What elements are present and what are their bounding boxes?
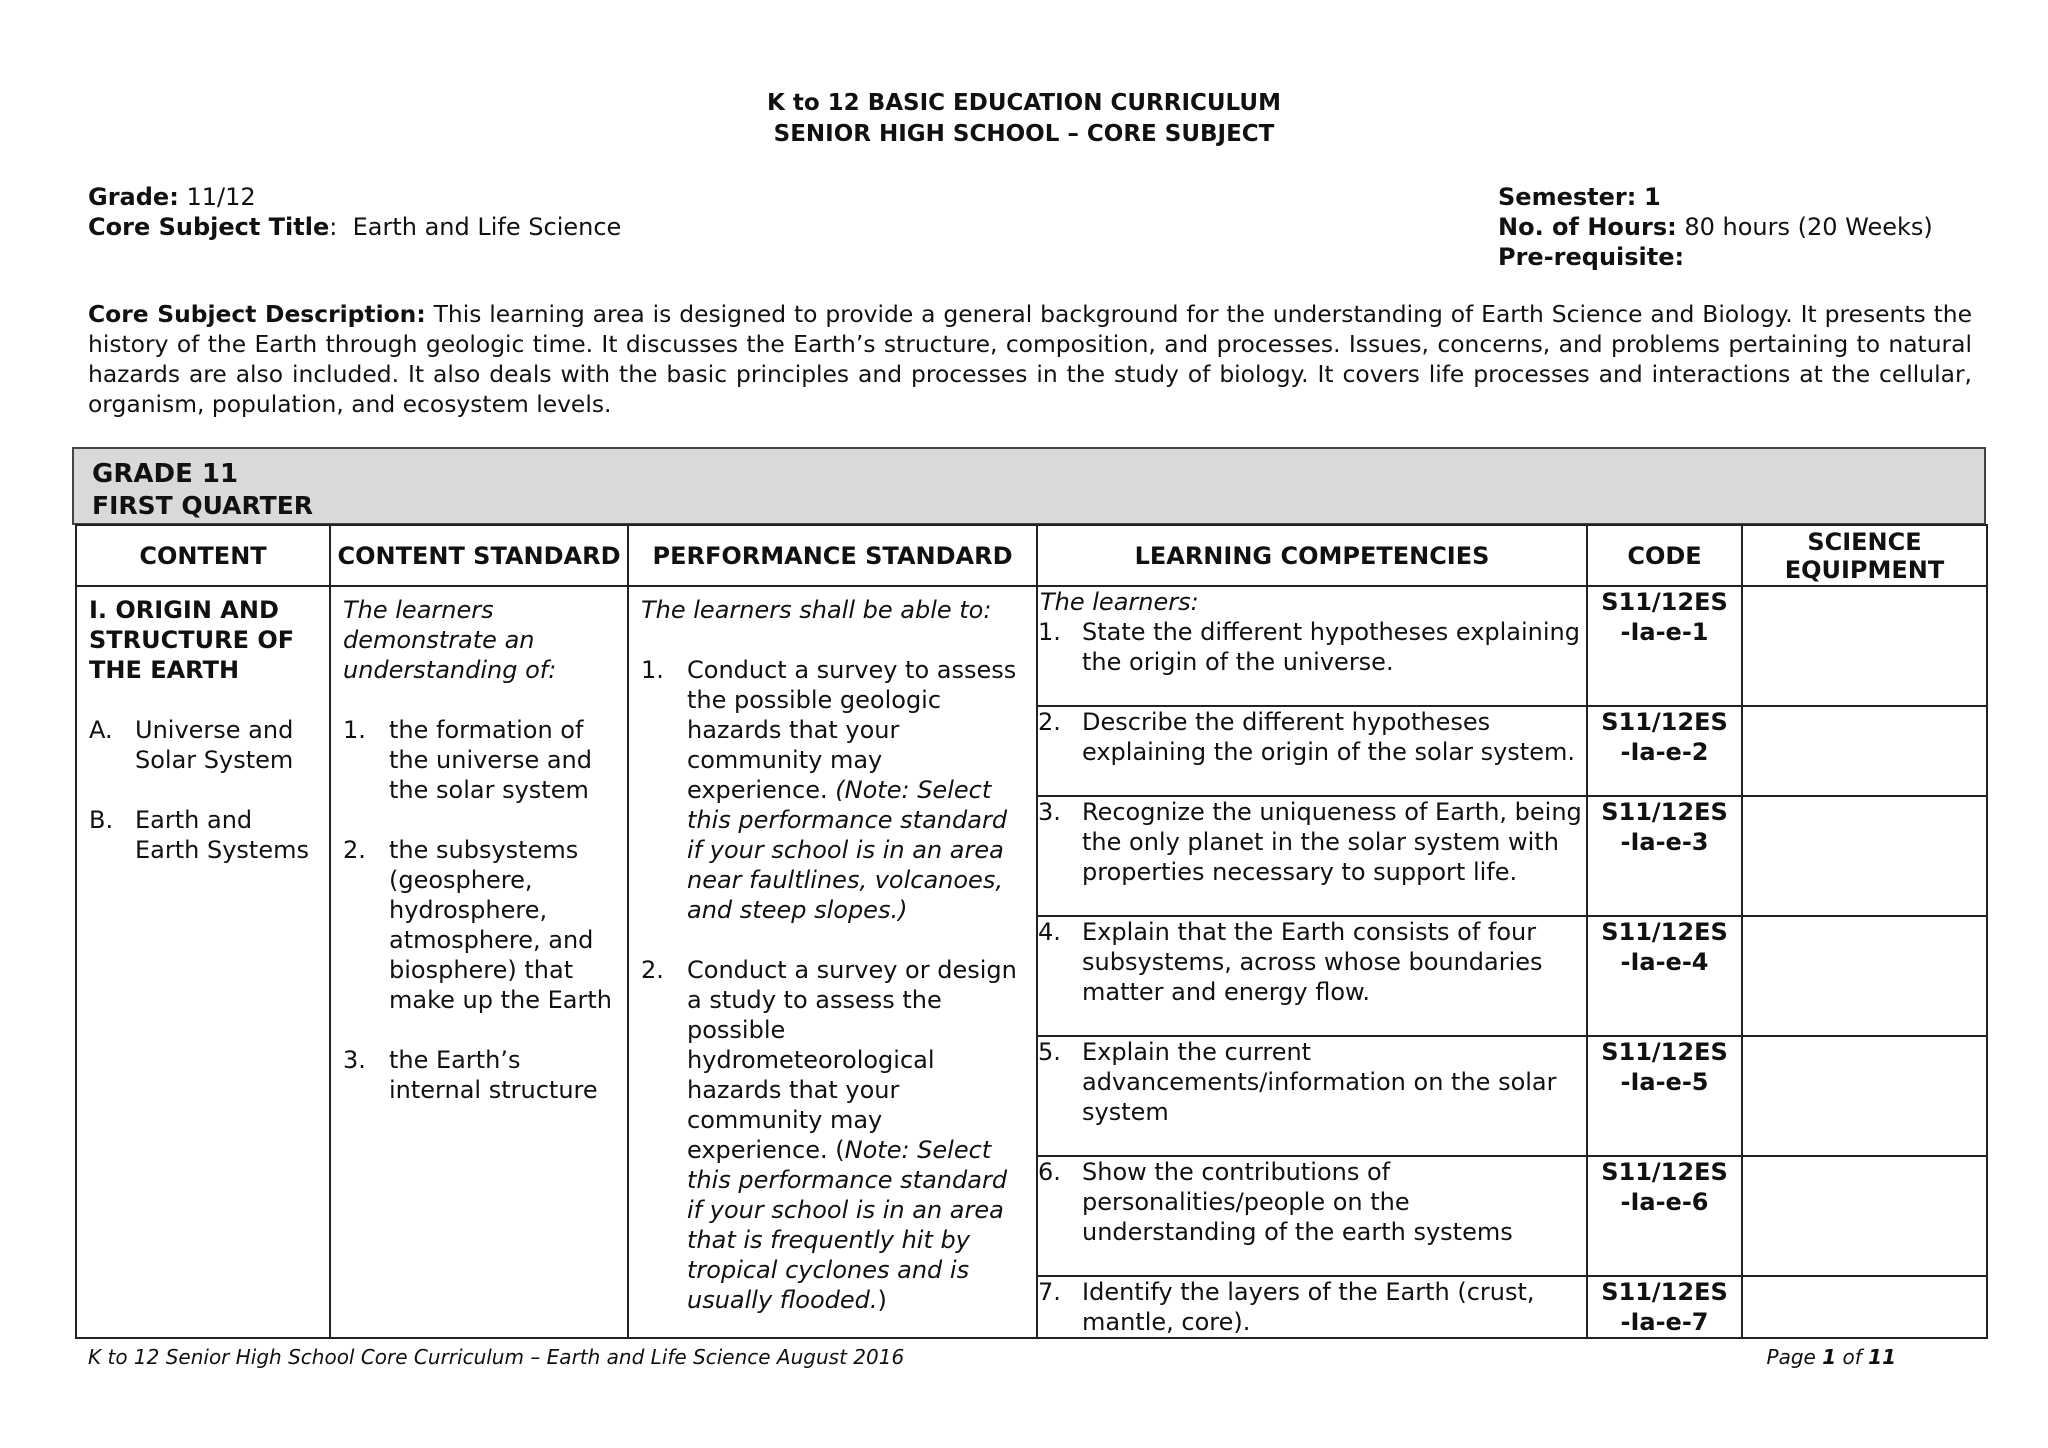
competency-cell	[1037, 1036, 1587, 1156]
list-item: 3. the Earth’s internal structure	[343, 1046, 598, 1104]
competencies-intro: The learners:	[1040, 588, 1199, 616]
page-number: Page 1 of 11	[1766, 1345, 1896, 1369]
grade-quarter-bar	[72, 447, 1986, 525]
semester-value: 1	[1643, 183, 1661, 211]
list-item: 7. Identify the layers of the Earth (crust, mantle, core).	[1038, 1278, 1535, 1336]
equipment-cell	[1742, 1156, 1987, 1276]
content-standard-cell	[330, 586, 628, 1338]
meta-right	[1498, 182, 1933, 272]
hours-value: 80 hours (20 Weeks)	[1684, 213, 1933, 241]
description-label: Core Subject Description:	[88, 300, 426, 328]
list-item: 5. Explain the current advancements/information on the solar system	[1038, 1038, 1557, 1126]
list-item: 2. Describe the different hypotheses explaining the origin of the solar system.	[1038, 708, 1575, 766]
performance-standard-intro: The learners shall be able to:	[641, 596, 992, 624]
header-content: CONTENT	[76, 525, 330, 586]
header-performance-standard: PERFORMANCE STANDARD	[628, 525, 1037, 586]
subject-value: Earth and Life Science	[352, 213, 622, 241]
performance-standard-list	[641, 655, 1024, 1315]
equipment-cell	[1742, 1036, 1987, 1156]
list-item: 2. the subsystems (geosphere, hydrosphere, atmosphere, and biosphere) that make up the Earth	[343, 836, 612, 1014]
grade-heading: GRADE 11	[92, 459, 239, 489]
semester-label: Semester:	[1498, 183, 1637, 211]
competency-cell	[1037, 1276, 1587, 1338]
table-row	[76, 586, 1987, 706]
list-item: 3. Recognize the uniqueness of Earth, being the only planet in the solar system with properties necessary to support life.	[1038, 798, 1582, 886]
code-cell: S11/12ES -Ia-e-3	[1587, 796, 1742, 916]
code-cell: S11/12ES -Ia-e-2	[1587, 706, 1742, 796]
equipment-cell	[1742, 1276, 1987, 1338]
content-title: I. ORIGIN AND STRUCTURE OF THE EARTH	[89, 596, 295, 684]
hours-label: No. of Hours:	[1498, 213, 1677, 241]
competency-cell	[1037, 916, 1587, 1036]
list-item: 1. State the different hypotheses explaining the origin of the universe.	[1038, 618, 1580, 676]
description-text: This learning area is designed to provide a general background for the understanding of Earth Science and Biology. It presents the history of the Earth through geologic time. It discusses the Earth’s structure, composition, and processes. Issues, concerns, and problems pertaining to natural hazards are also included. It also deals with the basic principles and processes in the study of biology. It covers life processes and interactions at the cellular, organism, population, and ecosystem levels.	[88, 300, 1972, 418]
content-list	[89, 715, 317, 865]
competency-cell	[1037, 796, 1587, 916]
footer-text: K to 12 Senior High School Core Curriculum – Earth and Life Science August 2016	[88, 1345, 905, 1369]
table-header-row	[76, 525, 1987, 586]
equipment-cell	[1742, 706, 1987, 796]
list-item: 1. the formation of the universe and the solar system	[343, 716, 592, 804]
equipment-cell	[1742, 796, 1987, 916]
code-cell: S11/12ES -Ia-e-5	[1587, 1036, 1742, 1156]
grade-row	[88, 182, 621, 212]
equipment-cell	[1742, 586, 1987, 706]
list-item: A. Universe and Solar System	[89, 716, 294, 774]
header-learning-competencies: LEARNING COMPETENCIES	[1037, 525, 1587, 586]
grade-label: Grade:	[88, 183, 179, 211]
competency-cell	[1037, 706, 1587, 796]
hours-row	[1498, 212, 1933, 242]
grade-value: 11/12	[186, 183, 256, 211]
content-cell	[76, 586, 330, 1338]
header-content-standard: CONTENT STANDARD	[330, 525, 628, 586]
header-science-equipment: SCIENCE EQUIPMENT	[1742, 525, 1987, 586]
list-item: B. Earth and Earth Systems	[89, 806, 309, 864]
semester-row	[1498, 182, 1933, 212]
prereq-label: Pre-requisite:	[1498, 243, 1685, 271]
equipment-cell	[1742, 916, 1987, 1036]
header-line-1: K to 12 BASIC EDUCATION CURRICULUM	[767, 90, 1281, 116]
subject-label: Core Subject Title	[88, 213, 330, 241]
subject-description	[88, 299, 1972, 419]
subject-row: Core Subject Title: Earth and Life Science	[88, 213, 622, 241]
code-cell: S11/12ES -Ia-e-6	[1587, 1156, 1742, 1276]
header-line-2: SENIOR HIGH SCHOOL – CORE SUBJECT	[773, 121, 1275, 147]
document-header	[0, 88, 2048, 150]
content-standard-list	[343, 715, 615, 1105]
list-item: 1. Conduct a survey to assess the possible geologic hazards that your community may experience. (Note: Select this performance standard if your school is in an area near faultlines, volcanoes, and steep slopes.)	[641, 656, 1017, 924]
list-item: 2. Conduct a survey or design a study to assess the possible hydrometeorological hazards that your community may experience. (Note: Select this performance standard if your school is in an area that is frequently hit by tropical cyclones and is usually flooded.)	[641, 956, 1017, 1314]
competency-cell	[1037, 1156, 1587, 1276]
performance-standard-cell	[628, 586, 1037, 1338]
competency-cell	[1037, 586, 1587, 706]
curriculum-table	[75, 524, 1988, 1339]
list-item: 4. Explain that the Earth consists of four subsystems, across whose boundaries matter and energy flow.	[1038, 918, 1543, 1006]
quarter-heading: FIRST QUARTER	[92, 491, 314, 520]
meta-left	[88, 182, 621, 242]
code-cell: S11/12ES -Ia-e-4	[1587, 916, 1742, 1036]
code-cell: S11/12ES -Ia-e-7	[1587, 1276, 1742, 1338]
prereq-row	[1498, 242, 1933, 272]
list-item: 6. Show the contributions of personalities/people on the understanding of the earth systems	[1038, 1158, 1513, 1246]
code-cell: S11/12ES -Ia-e-1	[1587, 586, 1742, 706]
header-code: CODE	[1587, 525, 1742, 586]
content-standard-intro: The learners demonstrate an understanding of:	[343, 596, 557, 684]
